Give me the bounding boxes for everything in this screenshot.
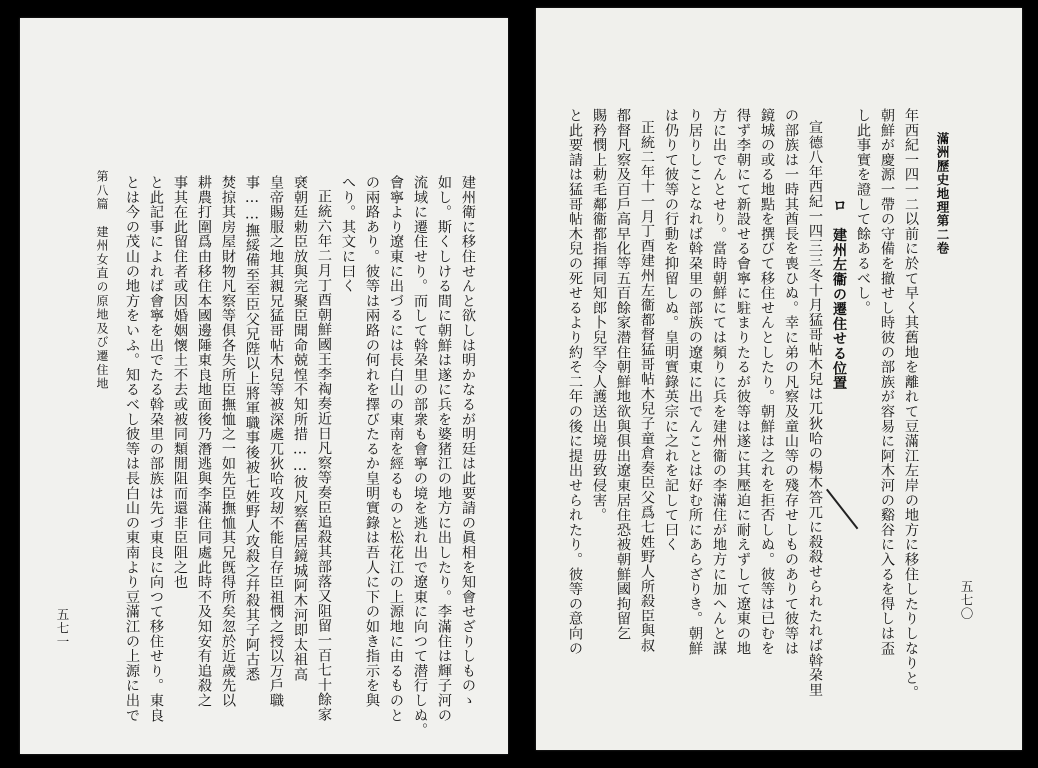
- text-column: 如し。斯くしける間に朝鮮は遂に兵を婆猪江の地方に出したり。李滿住は輝子河の: [436, 175, 452, 723]
- text-column: と此記事によれば會寧を出でたる斡朶里の部族は先づ東良に向つて移住せり。東良: [148, 175, 164, 723]
- running-header: 滿洲歷史地理第二卷: [935, 132, 950, 256]
- text-column: 正統二年十一月丁酉建州左衞都督猛哥帖木兒子童倉奏臣父爲七姓野人所殺臣與叔: [639, 120, 655, 653]
- text-column: 得ず李朝にて新設せる會寧に駐まりたるが彼等は遂に其壓迫に耐えずして遼東の地: [735, 108, 751, 656]
- text-column: 宣德八年西紀一四三三冬十月猛哥帖木兒は兀狄哈の楊木答兀に殺殺せられたれば斡朶里: [807, 120, 823, 698]
- text-column: へり。其文に曰く: [340, 175, 356, 294]
- right-page: [536, 8, 1022, 750]
- left-page: [20, 18, 508, 754]
- text-column: し此事實を證して餘あるべし。: [855, 108, 871, 316]
- text-column: 褎朝廷勅臣放與完聚臣聞命兢惶不知所措……彼凡察舊居鏡城阿木河即太祖高: [292, 175, 308, 682]
- text-column: の部族は一時其酋長を喪ひぬ。幸に弟の凡察及童山等の殘存せしものありて彼等は: [783, 108, 799, 656]
- text-column: 正統六年二月丁酉朝鮮國王李祹奏近日凡察等奏臣追殺其部落又阻留一百七十餘家: [316, 189, 332, 722]
- text-column: は仍りて彼等の行動を抑留しぬ。皇明實錄英宗に之れを記して曰く: [663, 108, 679, 552]
- text-column: 耕農打圍爲由移住本國邊陲東良地面後乃潛逃與李滿住同處此時不及知安有追殺之: [196, 175, 212, 708]
- page-number: 五七〇: [959, 580, 974, 621]
- text-column: 年西紀一四一二以前に於て早く其舊地を離れて豆滿江左岸の地方に移住したりしなりと。: [903, 108, 919, 700]
- text-column: 都督凡察及百戶高早化等五百餘家潜住朝鮮地欲與俱出遼東居住恐被朝鮮國拘留乞: [615, 108, 631, 641]
- text-column: 賜矜憫上勅毛鄰衞都指揮同知郎卜兒罕令人護送出境毋致侵害。: [591, 108, 607, 523]
- text-column: 流域に遷住せり。而して斡朶里の部衆も會寧の境を逃れ出で遼東に向つて潜行しぬ。: [412, 175, 428, 738]
- text-column: 皇帝賜服之地其親兄猛哥帖木兒等被深處兀狄哈攻刼不能自存臣祖憫之授以万戶職: [268, 175, 284, 708]
- text-column: 焚掠其房屋財物凡察等俱各失所臣撫恤之一如先臣撫恤其兄旣得所矣忽於近歲先以: [220, 175, 236, 708]
- text-column: 朝鮮が慶源一帶の守備を撤せし時彼の部族が容易に阿木河の谿谷に入るを得しは盃: [879, 108, 895, 656]
- running-footer: 第八篇 建州女直の原地及び遷住地: [95, 170, 109, 391]
- text-column: 會寧より遼東に出づるには長白山の東南を經るものと松花江の上源地に由るものと: [388, 175, 404, 723]
- text-column: 建州衛に移住せんと欲しは明かなるが明廷は此要請の眞相を知會せざりしものゝ: [460, 175, 476, 708]
- text-column: 方に出でんとせり。當時朝鮮にては頻りに兵を建州衞の李滿住が地方に加へんと謀: [711, 108, 727, 656]
- text-column: 鏡城の或る地點を撰びて移住せんとしたり。朝鮮は之れを拒否しぬ。彼等は已むを: [759, 108, 775, 656]
- text-column: り居りしことなれば斡朶里の部族の遼東に出でんことは好む所にあらざりき。朝鮮: [687, 108, 703, 656]
- section-heading: ロ 建州左衞の遷住せる位置: [831, 198, 847, 391]
- text-column: と此要請は猛哥帖木兒の死せるより約そ二年の後に提出せられたり。彼等の意向の: [567, 108, 583, 656]
- text-column: 事其在此留住者或因婚姻懷土不去或被同類閒阻而還非臣阻之也: [172, 175, 188, 590]
- text-column: の兩路あり。彼等は兩路の何れを擇びたるか皇明實錄は吾人に下の如き指示を與: [364, 175, 380, 708]
- text-column: とは今の茂山の地方をいふ。知るべし彼等は長白山の東南より豆滿江の上源に出で: [124, 175, 140, 723]
- text-column: 事……撫綏備至至臣父兄陛以上將軍職事後被七姓野人攻殺之幷殺其子阿古悉: [244, 175, 260, 682]
- page-number: 五七一: [55, 608, 70, 649]
- handwritten-mark: [826, 489, 858, 530]
